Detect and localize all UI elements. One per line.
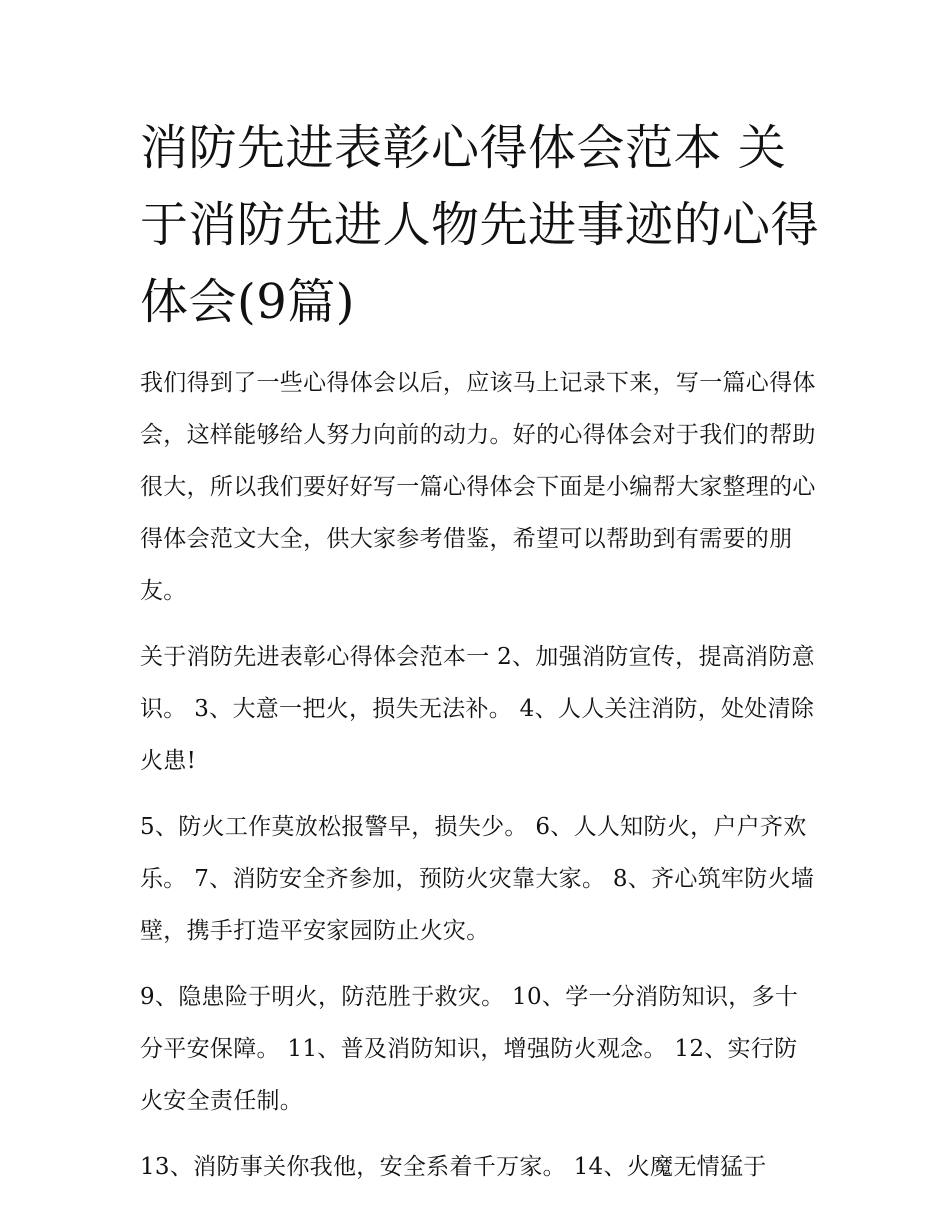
document-title: 消防先进表彰心得体会范本 关于消防先进人物先进事迹的心得体会(9篇) [140,120,820,330]
paragraph-slogans-1: 关于消防先进表彰心得体会范本一 2、加强消防宣传，提高消防意识。 3、大意一把火，损失无法补。 4、人人关注消防，处处清除火患! [140,644,815,774]
paragraph-slogans-2: 5、防火工作莫放松报警早，损失少。 6、人人知防火，户户齐欢乐。 7、消防安全齐参加，预防火灾靠大家。 8、齐心筑牢防火墙壁，携手打造平安家园防止火灾。 [140,814,815,944]
paragraph-intro: 我们得到了一些心得体会以后，应该马上记录下来，写一篇心得体会，这样能够给人努力向前的动力。好的心得体会对于我们的帮助很大，所以我们要好好写一篇心得体会下面是小编帮大家整理的心得体会范文大全，供大家参考借鉴，希望可以帮助到有需要的朋友。 [140,370,816,604]
document-page [140,110,820,1193]
paragraph-slogans-3: 9、隐患险于明火，防范胜于救灾。 10、学一分消防知识，多十分平安保障。 11、普及消防知识，增强防火观念。 12、实行防火安全责任制。 [140,984,799,1114]
paragraph-slogans-4: 13、消防事关你我他，安全系着千万家。 14、火魔无情猛于 [140,1154,767,1180]
